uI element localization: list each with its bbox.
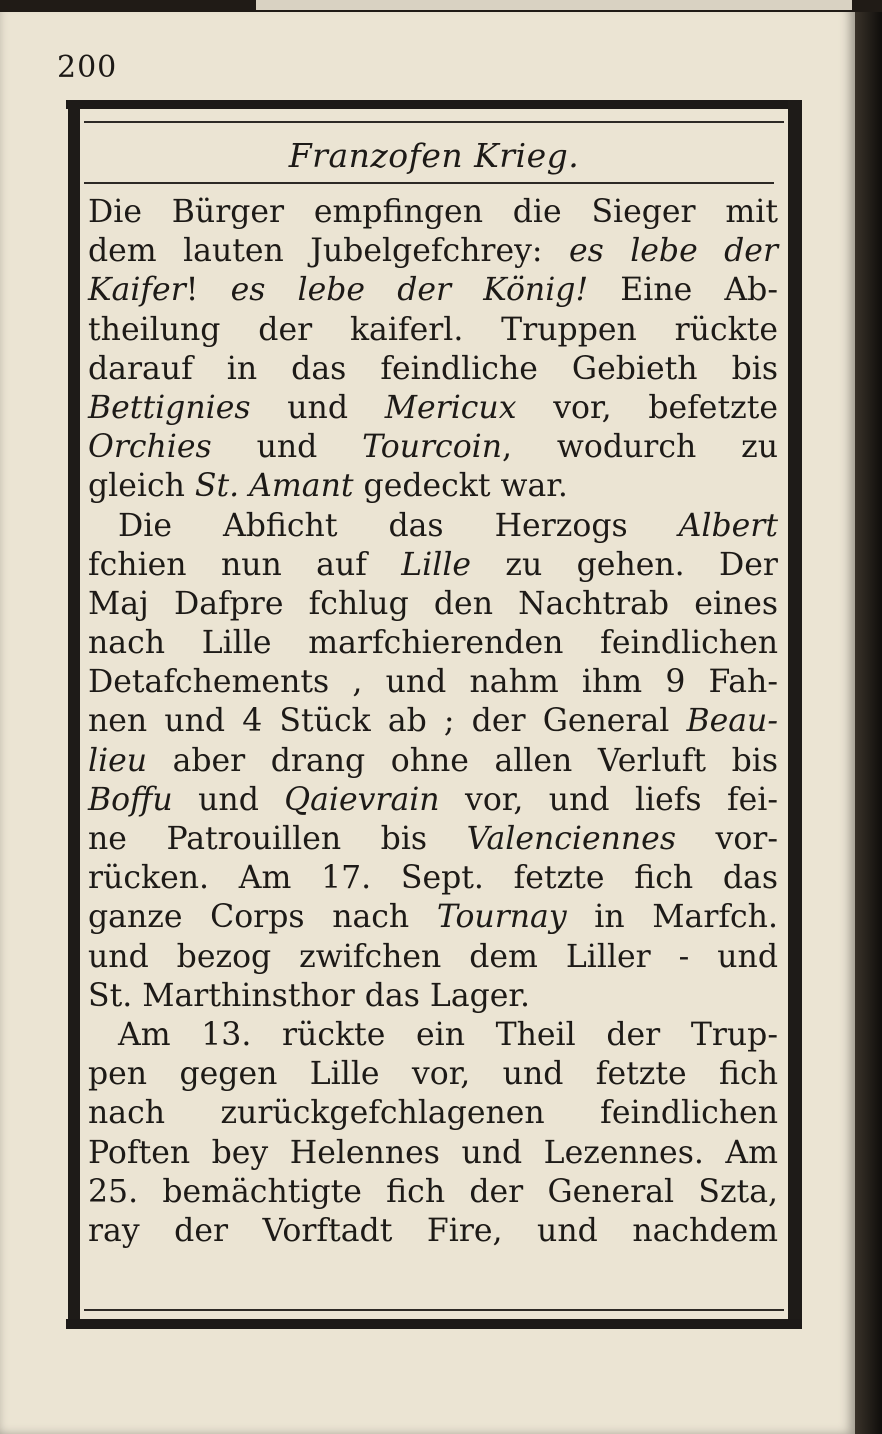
text-line xyxy=(88,938,778,977)
text-segment: theilung der kaiferl. Truppen rückte xyxy=(88,311,778,348)
text-segment: ! xyxy=(185,272,231,309)
text-segment: Die Abficht das Herzogs xyxy=(118,507,679,544)
text-segment: St. Marthinsthor das Lager. xyxy=(88,977,531,1014)
frame-bottom-rule-thin xyxy=(84,1309,784,1311)
frame-top-rule-thick xyxy=(66,100,802,109)
page-number: 200 xyxy=(57,50,118,85)
text-segment: Maj Dafpre fchlug den Nachtrab eines xyxy=(88,585,778,622)
text-segment: Am 13. rückte ein Theil der Trup- xyxy=(118,1016,778,1053)
text-segment: und xyxy=(211,429,363,466)
text-segment: ne Patrouillen bis xyxy=(88,821,467,857)
text-segment: , wodurch zu xyxy=(502,429,778,466)
text-line xyxy=(88,389,778,428)
italic-name: Beau- xyxy=(686,703,778,740)
italic-name: Kaifer xyxy=(88,272,186,309)
text-line xyxy=(88,624,778,663)
text-line xyxy=(88,428,778,467)
text-line xyxy=(88,1094,778,1133)
italic-name: lieu xyxy=(88,742,148,779)
text-segment: darauf in das feindliche Gebieth bis xyxy=(88,350,778,387)
running-header: Franzofen Krieg. xyxy=(288,136,580,175)
italic-name: Boffu xyxy=(88,781,173,818)
text-line xyxy=(88,271,778,310)
text-line xyxy=(88,1016,778,1055)
text-segment: nen und 4 Stück ab ; der General xyxy=(88,703,687,740)
text-line xyxy=(88,663,778,702)
text-segment: ganze Corps nach xyxy=(88,899,437,936)
text-line xyxy=(88,781,778,820)
text-segment: und bezog zwifchen dem Liller - und xyxy=(88,938,778,975)
text-segment: vor, befetzte xyxy=(516,389,779,426)
text-line xyxy=(88,232,778,271)
italic-name: Valenciennes xyxy=(466,821,676,857)
text-segment: Poften bey Helennes und Lezennes. Am xyxy=(88,1134,778,1171)
frame-bottom-rule-thick xyxy=(66,1319,802,1329)
text-line xyxy=(88,193,778,232)
text-line xyxy=(88,1134,778,1173)
text-line xyxy=(88,507,778,546)
text-line xyxy=(88,742,778,781)
text-line xyxy=(88,585,778,624)
text-segment: ray der Vorftadt Fire, und nachdem xyxy=(88,1212,778,1249)
text-segment: gleich xyxy=(88,468,195,505)
italic-name: Lille xyxy=(401,546,472,583)
text-line xyxy=(88,1173,778,1212)
text-segment: und xyxy=(172,781,285,818)
text-line xyxy=(88,820,778,859)
header-rule xyxy=(84,182,774,184)
italic-name: Tournay xyxy=(436,899,567,936)
text-segment: in Marfch. xyxy=(566,899,778,936)
text-segment: dem lauten Jubelgefchrey: xyxy=(88,233,569,270)
text-segment: vor, und liefs fei- xyxy=(439,781,778,818)
frame-left-border xyxy=(68,100,80,1329)
text-line xyxy=(88,311,778,350)
text-segment: gedeckt war. xyxy=(353,468,568,505)
text-line xyxy=(88,898,778,937)
top-edge-highlight xyxy=(256,0,852,10)
text-segment: Detafchements , und nahm ihm 9 Fah- xyxy=(88,664,778,701)
text-segment: und xyxy=(250,389,385,426)
italic-name: Albert xyxy=(678,507,778,544)
italic-name: Mericux xyxy=(384,389,517,426)
text-line xyxy=(88,702,778,741)
text-segment: fchien nun auf xyxy=(88,546,402,583)
italic-name: Tourcoin xyxy=(362,429,503,466)
text-segment: 25. bemächtigte fich der General Szta, xyxy=(88,1173,778,1210)
text-segment: vor- xyxy=(676,821,778,857)
text-line xyxy=(88,546,778,585)
text-line xyxy=(88,859,778,898)
page-edge-shadow xyxy=(855,0,882,1434)
text-segment: pen gegen Lille vor, und fetzte fich xyxy=(88,1056,778,1093)
text-segment: nach zurückgefchlagenen feindlichen xyxy=(88,1095,778,1132)
text-segment: nach Lille marfchierenden feindlichen xyxy=(88,625,778,662)
italic-name: Bettignies xyxy=(88,389,251,426)
italic-name: Orchies xyxy=(88,429,212,466)
text-segment: Eine Ab- xyxy=(588,272,778,309)
text-segment: aber drang ohne allen Verluft bis xyxy=(147,742,778,779)
text-line xyxy=(88,350,778,389)
frame-right-border xyxy=(788,100,802,1329)
text-line xyxy=(88,1055,778,1094)
text-segment: zu gehen. Der xyxy=(471,546,778,583)
text-segment: rücken. Am 17. Sept. fetzte fich das xyxy=(88,860,778,897)
italic-name: es lebe der König! xyxy=(230,272,589,309)
body-text xyxy=(88,193,778,1251)
frame-top-rule-thin xyxy=(84,121,784,123)
text-line xyxy=(88,977,778,1016)
text-line xyxy=(88,467,778,506)
italic-name: Qaievrain xyxy=(284,781,440,818)
italic-name: es lebe der xyxy=(568,233,778,270)
italic-name: St. Amant xyxy=(194,468,354,505)
text-segment: Die Bürger empfingen die Sieger mit xyxy=(88,194,778,230)
text-line xyxy=(88,1212,778,1251)
